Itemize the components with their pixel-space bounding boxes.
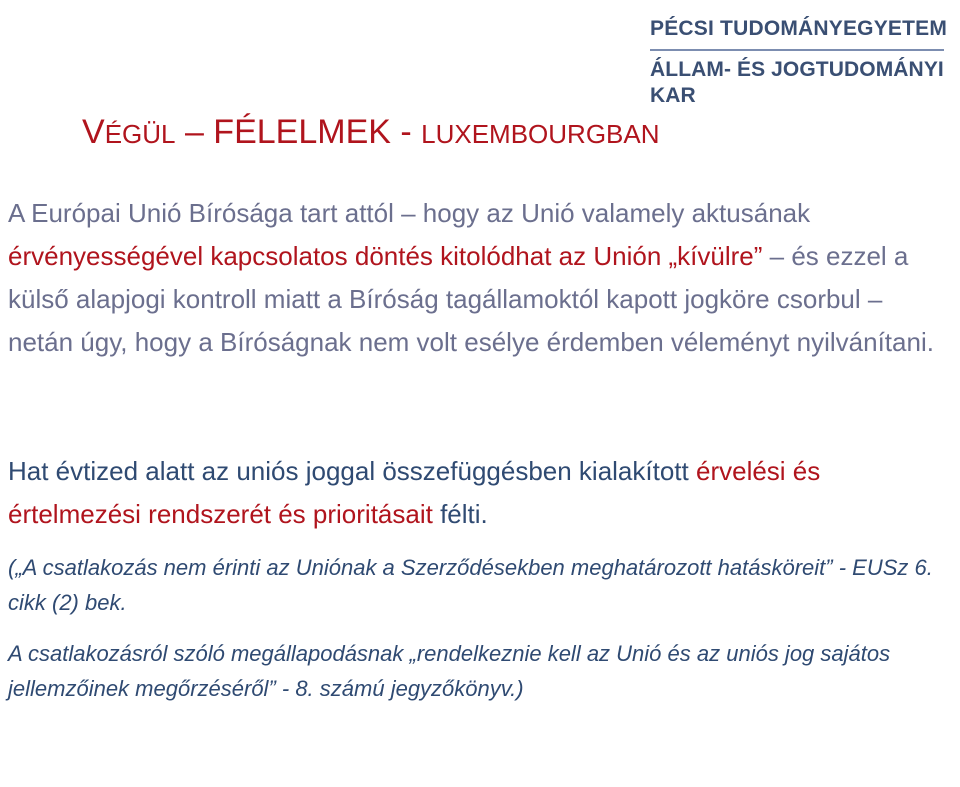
para1-highlight: érvényességével kapcsolatos döntés kitolódhat az Unión „kívülre” bbox=[8, 241, 763, 271]
para1-text-2: – és ezzel a külső alapjogi kontroll miatt a Bíróság tagállamoktól kapott jogköre csorbul – netán úgy, hogy a Bíróságnak nem volt esélye érdemben véleményt nyilvánítani. bbox=[8, 241, 934, 357]
quote-eusz: („A csatlakozás nem érinti az Uniónak a Szerződésekben meghatározott hatásköreit” - EUSz 6. cikk (2) bek. bbox=[8, 555, 933, 615]
title-smallcaps-2: LUXEMBOURGBAN bbox=[421, 119, 660, 149]
paragraph-concern bbox=[8, 192, 948, 364]
quote-protocol: A csatlakozásról szóló megállapodásnak „rendelkeznie kell az Unió és az uniós jog sajátos jellemzőinek megőrzéséről” - 8. számú jegyzőkönyv.) bbox=[8, 641, 891, 701]
para2-highlight: érvelési és értelmezési rendszerét és prioritásait bbox=[8, 456, 821, 529]
title-middle: – FÉLELMEK - bbox=[175, 113, 422, 151]
title-initial: V bbox=[82, 113, 105, 151]
university-logo bbox=[650, 16, 950, 109]
title-smallcaps-1: ÉGÜL bbox=[104, 119, 176, 149]
para2-text-1: Hat évtized alatt az uniós joggal összefüggésben kialakított bbox=[8, 456, 696, 486]
paragraph-priorities bbox=[8, 450, 948, 536]
para1-text-1: A Európai Unió Bírósága tart attól – hogy az Unió valamely aktusának bbox=[8, 198, 811, 228]
logo-faculty-name: ÁLLAM- ÉS JOGTUDOMÁNYI KAR bbox=[650, 58, 944, 107]
logo-university-name: PÉCSI TUDOMÁNYEGYETEM bbox=[650, 17, 948, 40]
slide-title bbox=[82, 112, 660, 154]
para2-text-2: félti. bbox=[432, 499, 488, 529]
logo-divider bbox=[650, 49, 944, 51]
